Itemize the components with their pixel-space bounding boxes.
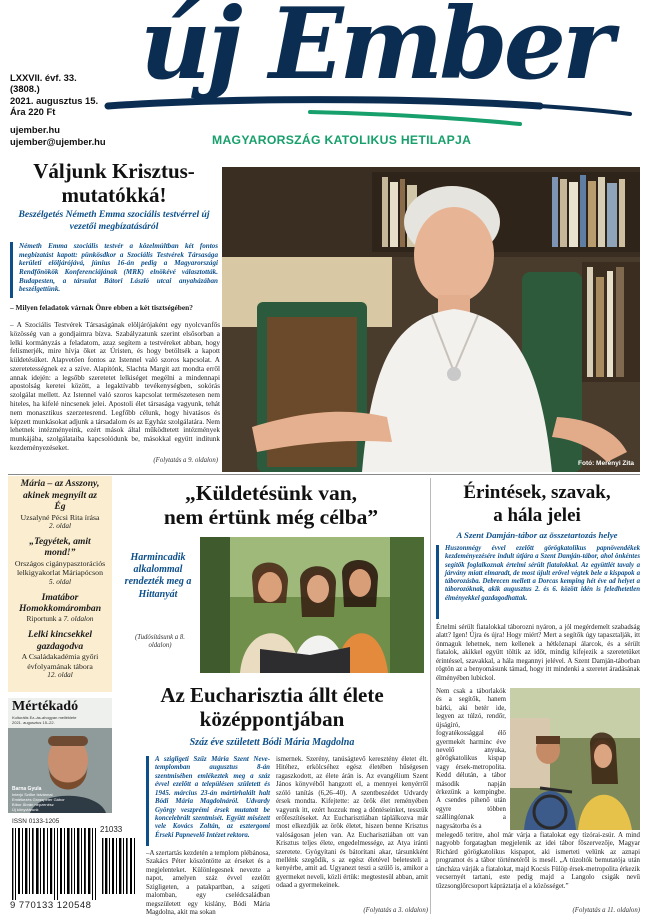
touch-headline[interactable] <box>434 482 640 528</box>
teaser-3-desc: Riportunk a <box>26 613 62 623</box>
teaser-1-page: 2. oldal <box>49 521 71 530</box>
teaser-3-line <box>8 615 112 624</box>
divider-col <box>430 478 431 914</box>
mission-subheadline: Harmincadik alkalommal rendezték meg a Hittanyát <box>124 552 192 600</box>
teaser-2-title: „Tegyétek, amit mond!” <box>29 535 91 559</box>
mission-headline-line1: „Küldetésünk van, <box>184 481 358 505</box>
touch-body-bottom: melegedő teritre, ahol már várja a fiatalokat egy tízórai-zsúr. A mind nagyobb forgatagban megjelenik az idei tábor főszervezője, Magyar Richárd görögkatolikus kispapot, aki ismerteti velünk az aznapi programot és a tábor történetéről is mesél. „A túzoltók bemutatója után táncháza várják a fiatalokat, majd Kocsis Fülöp érsek-metropolita érkezik vecsernyét tartani, este pedig majd a Langolo csigák nevű tűzzsonglőrcsoport kápráztatja el a közösséget.” <box>436 832 640 890</box>
barcode-addon: 21033 <box>100 825 123 834</box>
magazine-title: Mértékadó <box>12 699 79 714</box>
volume: LXXVII. évf. 33. <box>10 72 77 83</box>
issue-number: (3808.) <box>10 83 40 95</box>
mission-continued[interactable]: (Tudósításunk a 8. oldalon) <box>134 634 186 650</box>
divider-top <box>8 474 640 475</box>
mission-photo-illustration <box>200 537 424 673</box>
teaser-2[interactable] <box>8 536 112 586</box>
magazine-cover-line4: Új könyvtárunk <box>12 807 39 812</box>
eucharist-headline[interactable] <box>116 684 428 731</box>
magazine-cover-line3: Bíbor Ábrán népzenész <box>12 802 54 807</box>
eucharist-headline-line2: középpontjában <box>199 706 345 731</box>
magazine-cover-name: Barna Gyula <box>12 786 42 792</box>
magazine-subtitle: Kulturális Ez–ás-ahogyan melléklete <box>12 715 77 720</box>
touch-headline-line1: Érintések, szavak, <box>463 482 611 503</box>
issn: ISSN 0133-1205 <box>12 818 60 825</box>
lead-headline[interactable]: Váljunk Krisztus-mutatókká! <box>33 159 195 207</box>
barcode <box>8 818 142 914</box>
contact-info <box>10 124 106 148</box>
touch-body-top: Értelmi sérült fiatalokkal táborozni nyáron, a jól megérdemelt szabadság alatt? Igen! Újra és újra! Hogy miért? Mert a segítők úgy tapasztalják, itt önmaguk lehetnek, nem kellenek a hétköznapi álarcok, és a sérült fiatalok, akikkel együtt töltik az időt, mindig kifejezik a szeretetüket érintéssel, szavakkal, a hála megannyi jelével. A Szent Damján-táborban rögtön az a benyomásunk támad, hogy itt mindenki a szeretet áradásának élményében lubickol. <box>436 624 640 682</box>
touch-continued[interactable]: (Folytatás a 11. oldalon) <box>572 907 640 914</box>
teaser-1-desc: Uzsalyné Pécsi Rita írása <box>20 512 100 522</box>
magazine-cover[interactable] <box>8 698 112 813</box>
mission-photo <box>200 537 424 673</box>
eucharist-subheadline: Száz éve született Bódi Mária Magdolna <box>189 737 355 748</box>
magazine-cover-text: Interjú Szőke Istvánnal <box>12 792 53 797</box>
issue-date: 2021. augusztus 15. <box>10 94 99 106</box>
eucharist-col2: ismernek. Szerény, tanúságtevő keresztény életet élt. Hitéhez, erkölcséhez egész életében hűségesen ragaszkodott, az élete árán is. Az evangélium Szent János könyvéből hangzott el, a mennyei kenyérről szóló tanítás (6,26–40). A szentbeszédet Udvardy érsek mondta. Kifejtette: az örök élet reményében vagyunk itt, ezért hozzuk meg a döntéseinket, tesszük erőfeszítéseket. Az Eucharisztiában táplálkozva már most elkezdjük az örök életet, hiszen benne Krisztus valóságosan jelen van. Az Eucharisztiában ott van Krisztus teljes élete, engedelmessége, az Atya iránti szeretete. Gyógyítani és bátorítani akar, társunkként mellénk szegődik, s az egész életével beletesteli a kenyérbe, amit ad. Ugyanezt teszi a szülő is, amikor a gyermeket neveli, közli értük: megtestesül abban, amit odaad a gyermekeinek. <box>276 756 428 890</box>
teaser-4-desc: A Családakadémia győri évfolyamának tábora <box>21 652 99 671</box>
touch-photo <box>510 688 640 830</box>
photo-credit: Fotó: Merényi Zita <box>578 460 634 467</box>
touch-subheadline: A Szent Damján-tábor az összetartozás helye <box>456 530 618 540</box>
teaser-2-page: 5. oldal <box>49 577 71 586</box>
lead-subheadline: Beszélgetés Németh Emma szociális testvérrel új vezetői megbízatásáról <box>18 209 210 232</box>
touch-intro: Huszonmégy évvel ezelőtt görögkatolikus papnövendékek kezdeményezésére indult útjára a Szent Damján-tábor, ahol önkéntes segítők foglalkoznak értelmi sérült fiatalokkal. Az együttlét tavaly a járvány miatt elmaradt, de most újult erővel végtek bele a kispapok a táborozásba. Debrecen mellett a Dorcas kemping hét éve ad helyet a táborozóknak, akik augusztus 2. és 6. között idén is feledhetetlen élményekkel gazdagodhattak. <box>436 545 640 619</box>
teaser-4-page: 12. oldal <box>47 671 73 680</box>
mission-headline-line2: nem értünk még célba” <box>163 504 379 529</box>
barcode-bars <box>10 828 142 904</box>
lead-photo <box>222 167 640 472</box>
mission-headline[interactable] <box>118 482 424 529</box>
sidebar-teasers <box>8 476 112 692</box>
teaser-4[interactable] <box>8 629 112 679</box>
teaser-4-title: Lelki kincsekkel gazdagodva <box>27 629 93 652</box>
eucharist-col1: –A szertartás kezdetén a templom plébánosa, Szakács Péter köszöntötte az érseket és a megjelenteket. Különlegesnek nevezte a napot, amelyen száz évvel ezelőtt Szigligeten, a patakpartban, a szigeti malomban, egy cselédcsaládban megszületett egy kislány, Bódi Mária Magdolna, akit ma sokan <box>146 850 270 916</box>
teaser-3-title: Imatábor Homokkomáromban <box>18 591 102 615</box>
teaser-3-page: 7. oldalon <box>63 613 94 623</box>
magazine-cover-line2: Emlékezés Grosspeter Gábor <box>12 797 65 802</box>
teaser-1-title: Mária – az Asszony, akinek megnyílt az Ég <box>20 478 100 512</box>
touch-headline-line2: a hála jelei <box>493 504 581 526</box>
email-link[interactable]: ujember@ujember.hu <box>10 135 106 147</box>
lead-intro: Németh Emma szociális testvér a közelmúltban két fontos megbízatást kapott: pünkösdkor a Szociális Testvérek Társasága kerületi elöljárójává, június 16-án pedig a Magyarországi Rendfőnökök Konferenciájának (MRK) elnökévé választották. Budapesten, a társulat Bátori László utcai anyaházában beszélgettünk. <box>10 242 218 298</box>
eucharist-headline-line1: Az Eucharisztia állt élete <box>160 683 384 707</box>
price: Ára 220 Ft <box>10 105 56 117</box>
masthead-tagline: MAGYARORSZÁG KATOLIKUS HETILAPJA <box>212 133 472 147</box>
barcode-digits: 9 770133 120548 <box>10 900 92 911</box>
magazine-date: 2021. augusztus 15–22. <box>12 720 55 725</box>
issue-info <box>10 72 98 117</box>
eucharist-continued[interactable]: (Folytatás a 3. oldalon) <box>363 907 428 914</box>
lead-body: – A Szociális Testvérek Társaságának elöljárójaként egy nyolcvanfős közösség van a gondjaimra bízva. Szabályzatunk szerint elsősorban a lelki kormányzás a feladatom, azaz segítem a testvéreket abban, hogy felismerjék, mire hívja őket az Úristen, és hogy betöltsék a kapott küldetésüket. Alapvetően fontos az Istennel való szoros kapcsolat. A szeretetességnek ez a szíve. Alapítónk, Slachta Margit azt mondta erről annak idején: a legsőbb szeretetet lelkiséget megélni a mindennapi apostolság keretei között, a legaktívabb tevékenységben, sokórás szolgálat mellett. Az Istennel való szoros kapcsolat természetesen nem hiteles, ha kifelé nincsenek jelei. Apostoli élet társasága vagyunk, tehát nem monasztikus szerzetesrend. Legfőbb célunk, hogy hivatásos és képzett munkásokat adjunk a társadalom és az Egyház szolgálatára. Nem lehetnek intézményeink, ezért mások által működtetett intézmények munkájába, szolgálataiba kapcsolódunk be, másokkal együtt indítunk kezdeményezéseket. <box>10 321 220 452</box>
touch-photo-illustration <box>510 688 640 830</box>
lead-continued[interactable]: (Folytatás a 9. oldalon) <box>153 457 218 464</box>
teaser-1[interactable] <box>8 478 112 530</box>
teaser-3[interactable] <box>8 592 112 624</box>
website-link[interactable]: ujember.hu <box>10 124 61 135</box>
teaser-2-desc: Országos cigánypasztorációs lelkigyakorlat Máriapócson <box>14 558 106 578</box>
lead-question: – Milyen feladatok várnak Önre ebben a két tisztségében? <box>10 303 193 312</box>
eucharist-intro: A szigligeti Szűz Mária Szent Neve-templomban augusztus 8-án szentmisében emlékeztek meg a száz évvel ezelőtt a településen született és 1945. március 23-án mártírhalált halt Bódi Mária Magdolnáról. Udvardy György veszprémi érsek mutatott be koncelebrált szentmisét. Együtt misézett vele Kovács Zoltán, az esztergomi Érseki Papnevelő Intézet rektora. <box>146 756 270 846</box>
logo: új Ember <box>140 0 610 102</box>
touch-body-left: Nem csak a táborlakók és a segítők, hanem bárki, aki betér ide, legyen az túlzó, rendőr, újságíró, fogyatékossággal élő gyermekét harminc éve nevelő anyuka, görögkatolikus kispap vagy érsek-metropolita. Kedd délután, a tábor második napján érkezünk a kempingbe. A csendes pihenő után egyre többen szállingóznak a nagysátorba és a <box>436 688 506 830</box>
portrait-illustration <box>222 167 640 472</box>
